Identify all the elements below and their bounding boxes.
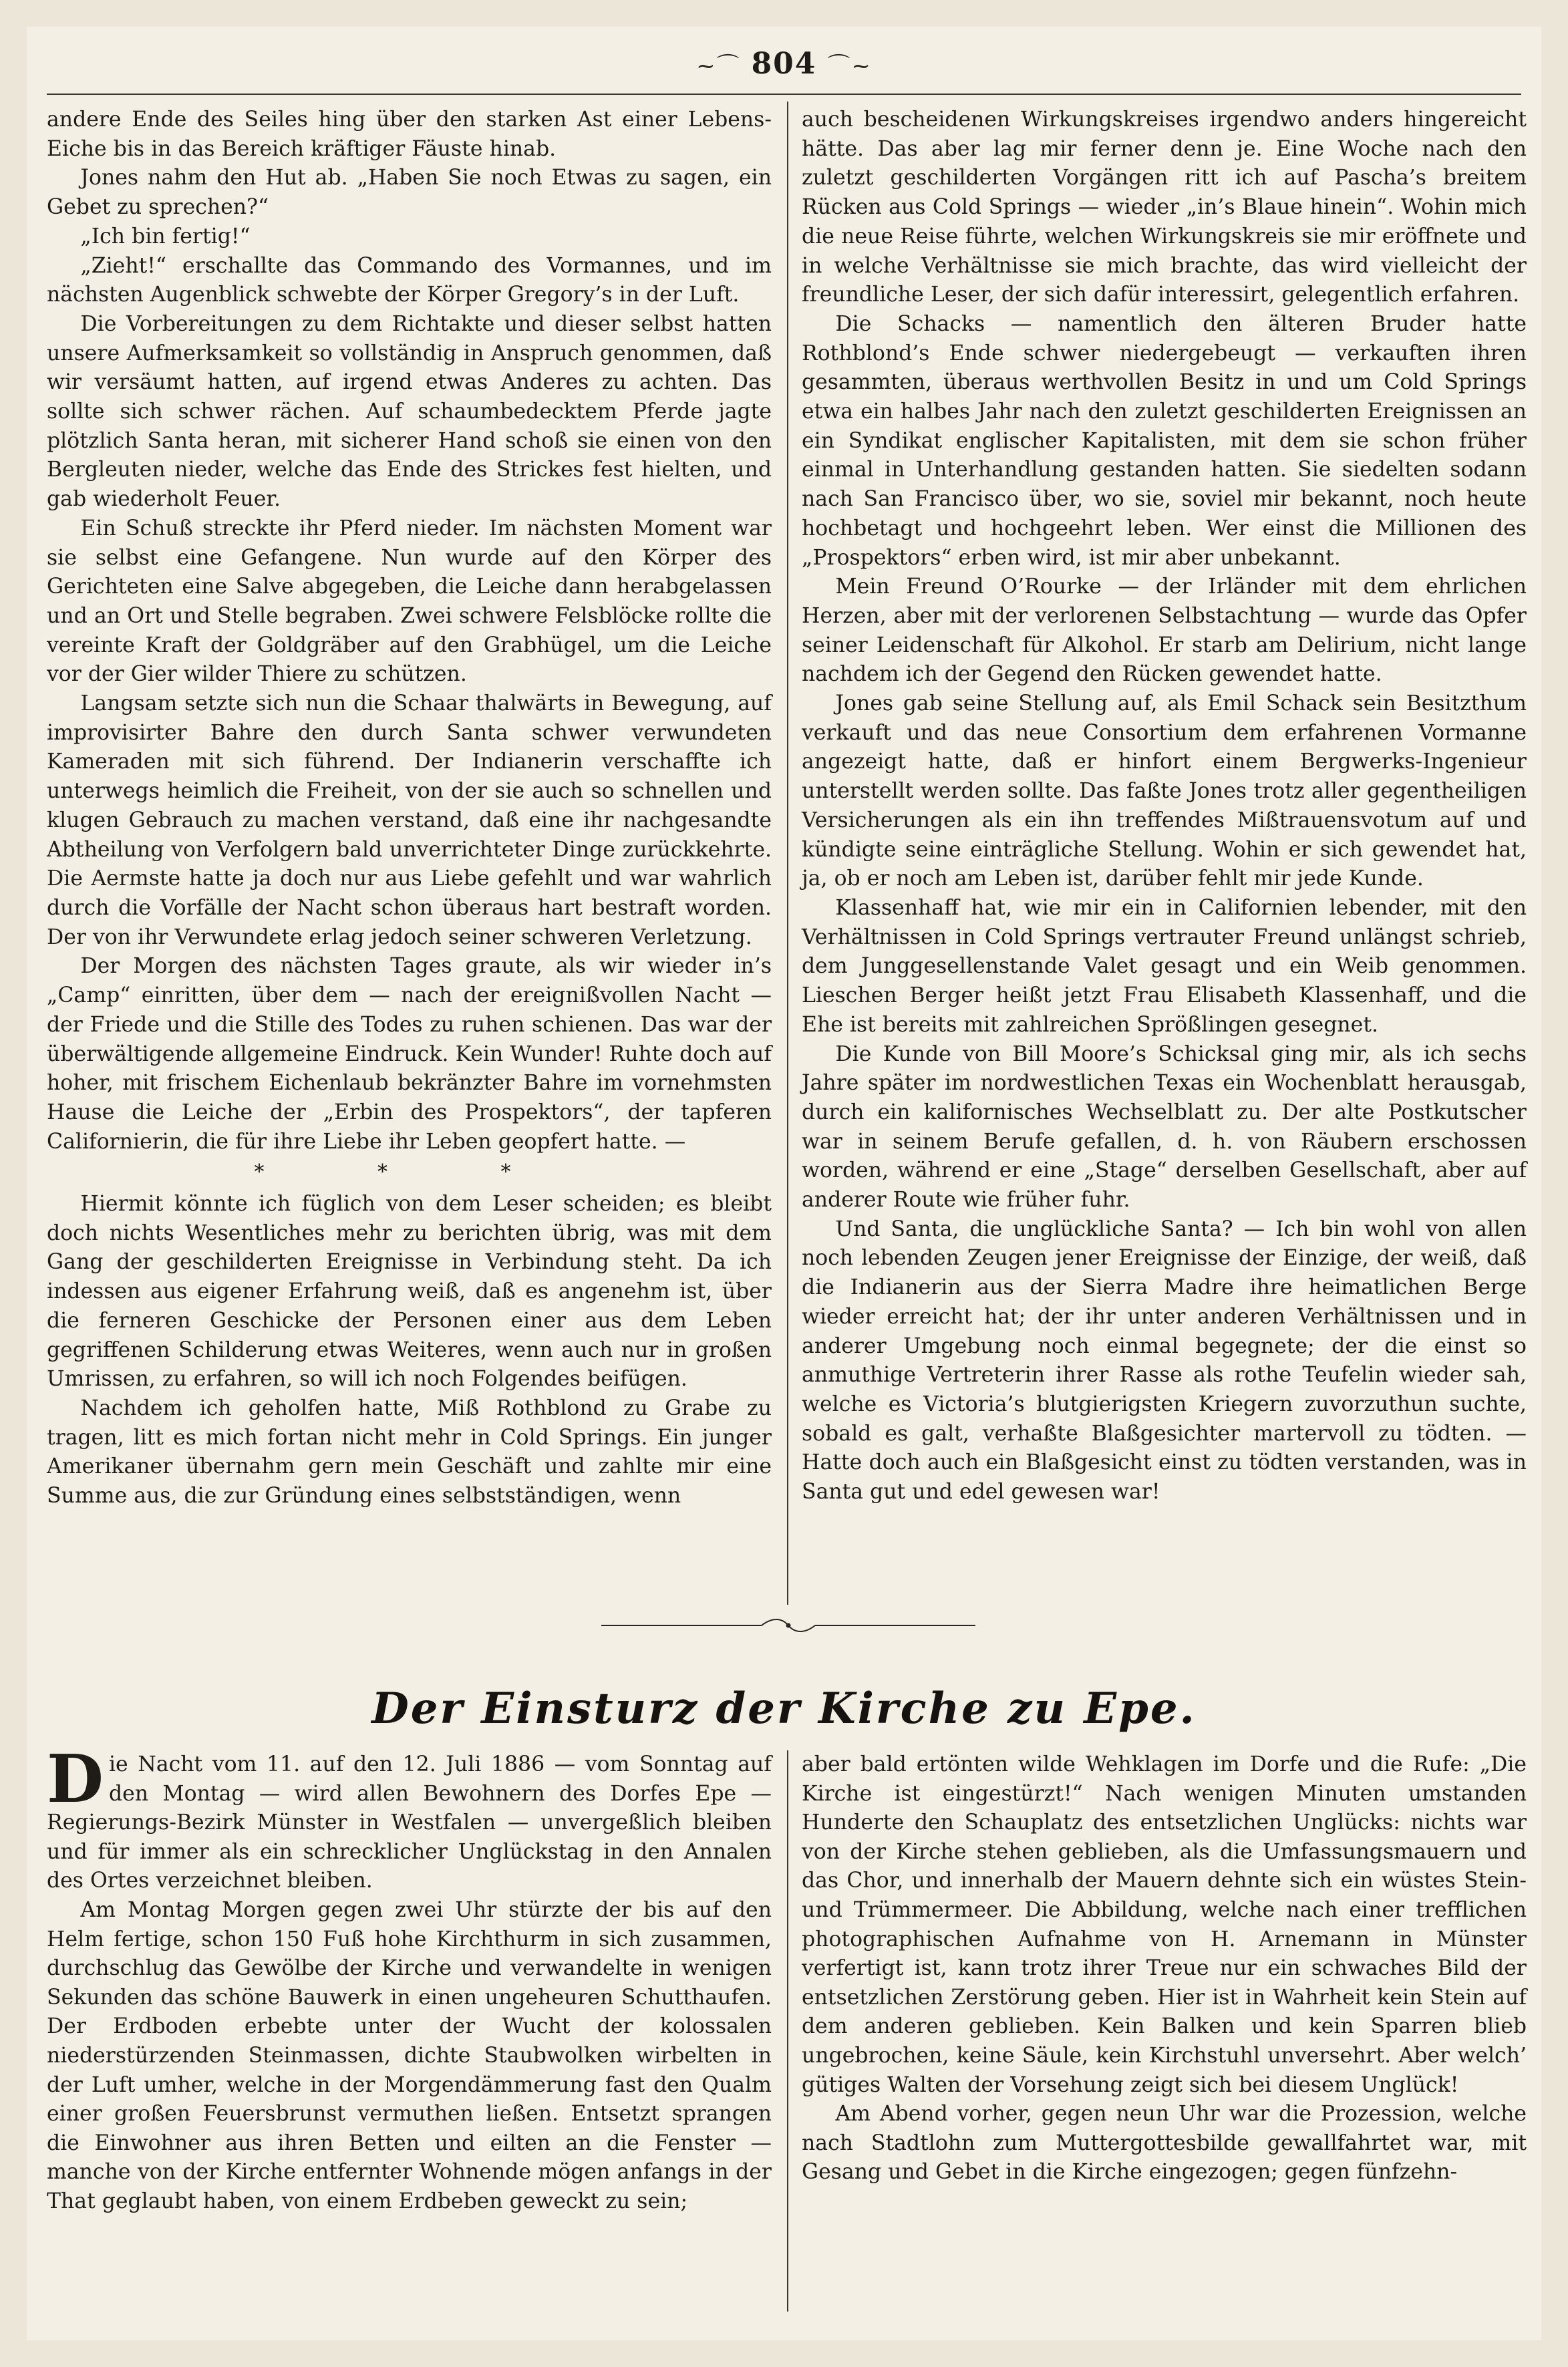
paragraph: aber bald ertönten wilde Wehklagen im Dorfe und die Rufe: „Die Kirche ist eingestürzt!“ Nach wenigen Minuten umstanden Hunderte den Schauplatz des entsetzlichen Unglücks: nichts war von der Kirche stehen geblieben, als die Umfassungsmauern und das Chor, und innerhalb der Mauern dehnte sich ein wüstes Stein- und Trümmermeer. Die Abbildung, welche nach einer trefflichen photographischen Aufnahme von H. Arnemann in Münster verfertigt ist, kann trotz ihrer Treue nur ein schwaches Bild der entsetzlichen Zerstörung geben. Hier ist in Wahrheit kein Stein auf dem anderen geblieben. Kein Balken und kein Sparren blieb ungebrochen, keine Säule, kein Kirchstuhl unversehrt. Aber welch’ gütiges Walten der Vorsehung zeigt sich bei diesem Unglück! — [802, 1752, 1527, 2097]
ornamental-separator-icon — [601, 1615, 975, 1635]
paragraph: Und Santa, die unglückliche Santa? — Ich bin wohl von allen noch lebenden Zeugen jener Ereignisse der Einzige, der weiß, daß die Indianerin aus der Sierra Madre ihre heimatlichen Berge wieder erreicht hat; der ihr unter anderen Verhältnissen und in anderer Umgebung noch einmal begegnete; der die einst so anmuthige Vertreterin ihrer Rasse als rothe Teufelin wieder sah, welche es Victoria’s blutgierigsten Kriegern zuvorzuthun suchte, sobald es galt, verhaßte Blaßgesichter martervoll zu tödten. — Hatte doch auch ein Blaßgesicht einst zu tödten verstanden, was in Santa gut und edel gewesen war! — [802, 1217, 1527, 1505]
drop-cap: D — [47, 1741, 104, 1818]
paragraph: Die Schacks — namentlich den älteren Bruder hatte Rothblond’s Ende schwer niedergebeugt — verkauften ihren gesammten, überaus werthvollen Besitz in und um Cold Springs etwa ein halbes Jahr nach den zuletzt geschilderten Ereignissen an ein Syndikat englischer Kapitalisten, mit dem sie schon früher einmal in Unterhandlung gestanden hatten. Sie siedelten sodann nach San Francisco über, wo sie, soviel mir bekannt, noch heute hochbetagt und hochgeehrt leben. Wer einst die Millionen des „Prospektors“ erben wird, ist mir aber unbekannt. — [802, 311, 1527, 570]
paragraph: Mein Freund O’Rourke — der Irländer mit dem ehrlichen Herzen, aber mit der verlorenen Selbstachtung — wurde das Opfer seiner Leidenschaft für Alkohol. Er starb am Delirium, nicht lange nachdem ich der Gegend den Rücken gewendet hatte. — [802, 575, 1527, 687]
ornament-left-icon: ~⌒ — [696, 53, 741, 80]
ornament-right-icon: ⌒~ — [827, 53, 872, 80]
article-right-column — [802, 1750, 1527, 2187]
section-break-stars: * * * — [254, 1160, 565, 1185]
paragraph: Nachdem ich geholfen hatte, Miß Rothblond zu Grabe zu tragen, litt es mich fortan nicht mehr in Cold Springs. Ein junger Amerikaner übernahm gern mein Geschäft und zahlte mir eine Summe aus, die zur Gründung eines selbstständigen, wenn — [47, 1396, 772, 1509]
paragraph: „Zieht!“ erschallte das Commando des Vormannes, und im nächsten Augenblick schwebte der Körper Gregory’s in der Luft. — [47, 253, 772, 307]
paragraph: Jones gab seine Stellung auf, als Emil Schack sein Besitzthum verkauft und das neue Consortium dem erfahrenen Vormanne angezeigt hatte, daß er hinfort einem Bergwerks-Ingenieur unterstellt werden sollte. Das faßte Jones trotz aller gegentheiligen Versicherungen als ein ihn treffendes Mißtrauensvotum auf und kündigte seine einträgliche Stellung. Wohin er sich gewendet hat, ja, ob er noch am Leben ist, darüber fehlt mir jede Kunde. — [802, 691, 1527, 891]
paragraph: Hiermit könnte ich füglich von dem Leser scheiden; es bleibt doch nichts Wesentliches mehr zu berichten übrig, was mit dem Gang der geschilderten Ereignisse in Verbindung steht. Da ich indessen aus eigener Erfahrung weiß, daß es angenehm ist, über die ferneren Geschicke der Personen einer aus dem Leben gegriffenen Schilderung etwas Weiteres, wenn auch nur in großen Umrissen, zu erfahren, so will ich noch Folgendes beifügen. — [47, 1192, 772, 1392]
article-left-column — [47, 1741, 772, 2217]
paragraph: Klassenhaff hat, wie mir ein in Californien lebender, mit den Verhältnissen in Cold Springs vertrauter Freund unlängst schrieb, dem Junggesellenstande Valet gesagt und ein Weib genommen. Lieschen Berger heißt jetzt Frau Elisabeth Klassenhaff, und die Ehe ist bereits mit zahlreichen Sprößlingen gesegnet. — [802, 895, 1527, 1037]
right-column — [802, 106, 1527, 1507]
paragraph: Am Montag Morgen gegen zwei Uhr stürzte der bis auf den Helm fertige, schon 150 Fuß hohe Kirchthurm in sich zusammen, durchschlug das Gewölbe der Kirche und verwandelte in wenigen Sekunden das schöne Bauwerk in einen ungeheuren Schutthaufen. Der Erdboden erbebte unter der Wucht der kolossalen niederstürzenden Steinmassen, dichte Staubwolken wirbelten in der Luft umher, welche in der Morgendämmerung fast den Qualm einer großen Feuersbrunst vermuthen ließen. Entsetzt sprangen die Einwohner aus ihren Betten und eilten an die Fenster — manche von der Kirche entfernter Wohnende mögen anfangs in der That geglaubt haben, von einem Erdbeben geweckt zu sein; — [47, 1897, 772, 2213]
page-number-header — [27, 47, 1541, 81]
column-divider — [787, 102, 788, 1605]
paragraph: Die Vorbereitungen zu dem Richtakte und dieser selbst hatten unsere Aufmerksamkeit so vollständig in Anspruch genommen, daß wir versäumt hatten, auf irgend etwas Anderes zu achten. Das sollte sich schwer rächen. Auf schaumbedecktem Pferde jagte plötzlich Santa heran, mit sicherer Hand schoß sie einen von den Bergleuten nieder, welche das Ende des Strickes fest hielten, und gab wiederholt Feuer. — [47, 311, 772, 512]
newspaper-page — [27, 27, 1541, 2340]
paragraph: auch bescheidenen Wirkungskreises irgendwo anders hingereicht hätte. Das aber lag mir ferner denn je. Eine Woche nach den zuletzt geschilderten Vorgängen ritt ich auf Pascha’s breitem Rücken aus Cold Springs — wieder „in’s Blaue hinein“. Wohin mich die neue Reise führte, welchen Wirkungskreis sie mir eröffnete und in welche Verhältnisse sie mich brachte, das wird vielleicht der freundliche Leser, der sich dafür interessirt, gelegentlich erfahren. — [802, 108, 1527, 307]
paragraph: „Ich bin fertig!“ — [80, 224, 251, 249]
paragraph: Ein Schuß streckte ihr Pferd nieder. Im nächsten Moment war sie selbst eine Gefangene. Nun wurde auf den Körper des Gerichteten eine Salve abgegeben, die Leiche dann herabgelassen und an Ort und Stelle begraben. Zwei schwere Felsblöcke rollte die vereinte Kraft der Goldgräber auf den Grabhügel, um die Leiche vor der Gier wilder Thiere zu schützen. — [47, 516, 772, 687]
paragraph — [47, 1741, 772, 1896]
paragraph: Am Abend vorher, gegen neun Uhr war die Prozession, welche nach Stadtlohn zum Muttergottesbilde gewallfahrtet war, mit Gesang und Gebet in die Kirche eingezogen; gegen fünfzehn- — [802, 2102, 1527, 2185]
paragraph: Langsam setzte sich nun die Schaar thalwärts in Bewegung, auf improvisirter Bahre den durch Santa schwer verwundeten Kameraden mit sich führend. Der Indianerin verschaffte ich unterwegs heimlich die Freiheit, von der sie auch so schnellen und klugen Gebrauch zu machen verstand, daß eine ihr nachgesandte Abtheilung von Verfolgern bald unverrichteter Dinge zurückkehrte. Die Aermste hatte ja doch nur aus Liebe gefehlt und war wahrlich durch die Vorfälle der Nacht schon überaus hart bestraft worden. Der von ihr Verwundete erlag jedoch seiner schweren Verletzung. — [47, 691, 772, 949]
article-title: Der Einsturz der Kirche zu Epe. — [371, 1684, 1197, 1734]
article-column-divider — [787, 1750, 788, 2312]
page-number: 804 — [751, 47, 817, 81]
paragraph: andere Ende des Seiles hing über den starken Ast einer Lebens-Eiche bis in das Bereich kräftiger Fäuste hinab. — [47, 108, 772, 161]
paragraph: Die Kunde von Bill Moore’s Schicksal ging mir, als ich sechs Jahre später im nordwestlichen Texas ein Wochenblatt herausgab, durch ein kalifornisches Wechselblatt zu. Der alte Postkutscher war in seinem Berufe gefallen, d. h. von Räubern erschossen worden, während er eine „Stage“ derselben Gesellschaft, aber auf anderer Route wie früher fuhr. — [802, 1042, 1527, 1213]
paragraph: Jones nahm den Hut ab. „Haben Sie noch Etwas zu sagen, ein Gebet zu sprechen?“ — [47, 166, 772, 220]
paragraph: Der Morgen des nächsten Tages graute, als wir wieder in’s „Camp“ einritten, über dem — nach der ereignißvollen Nacht — der Friede und die Stille des Todes zu ruhen schienen. Das war der überwältigende allgemeine Eindruck. Kein Wunder! Ruhte doch auf hoher, mit frischem Eichenlaub bekränzter Bahre im vornehmsten Hause die Leiche der „Erbin des Prospektors“, der tapferen Californierin, die für ihre Liebe ihr Leben geopfert hatte. — — [47, 954, 772, 1154]
header-rule — [47, 94, 1521, 95]
left-column — [47, 106, 772, 1511]
paragraph-text: ie Nacht vom 11. auf den 12. Juli 1886 — vom Sonntag auf den Montag — wird allen Bewohnern des Dorfes Epe — Regierungs-Bezirk Münster in Westfalen — unvergeßlich bleiben und für immer als ein schrecklicher Unglückstag in den Annalen des Ortes verzeichnet bleiben. — [47, 1752, 772, 1893]
